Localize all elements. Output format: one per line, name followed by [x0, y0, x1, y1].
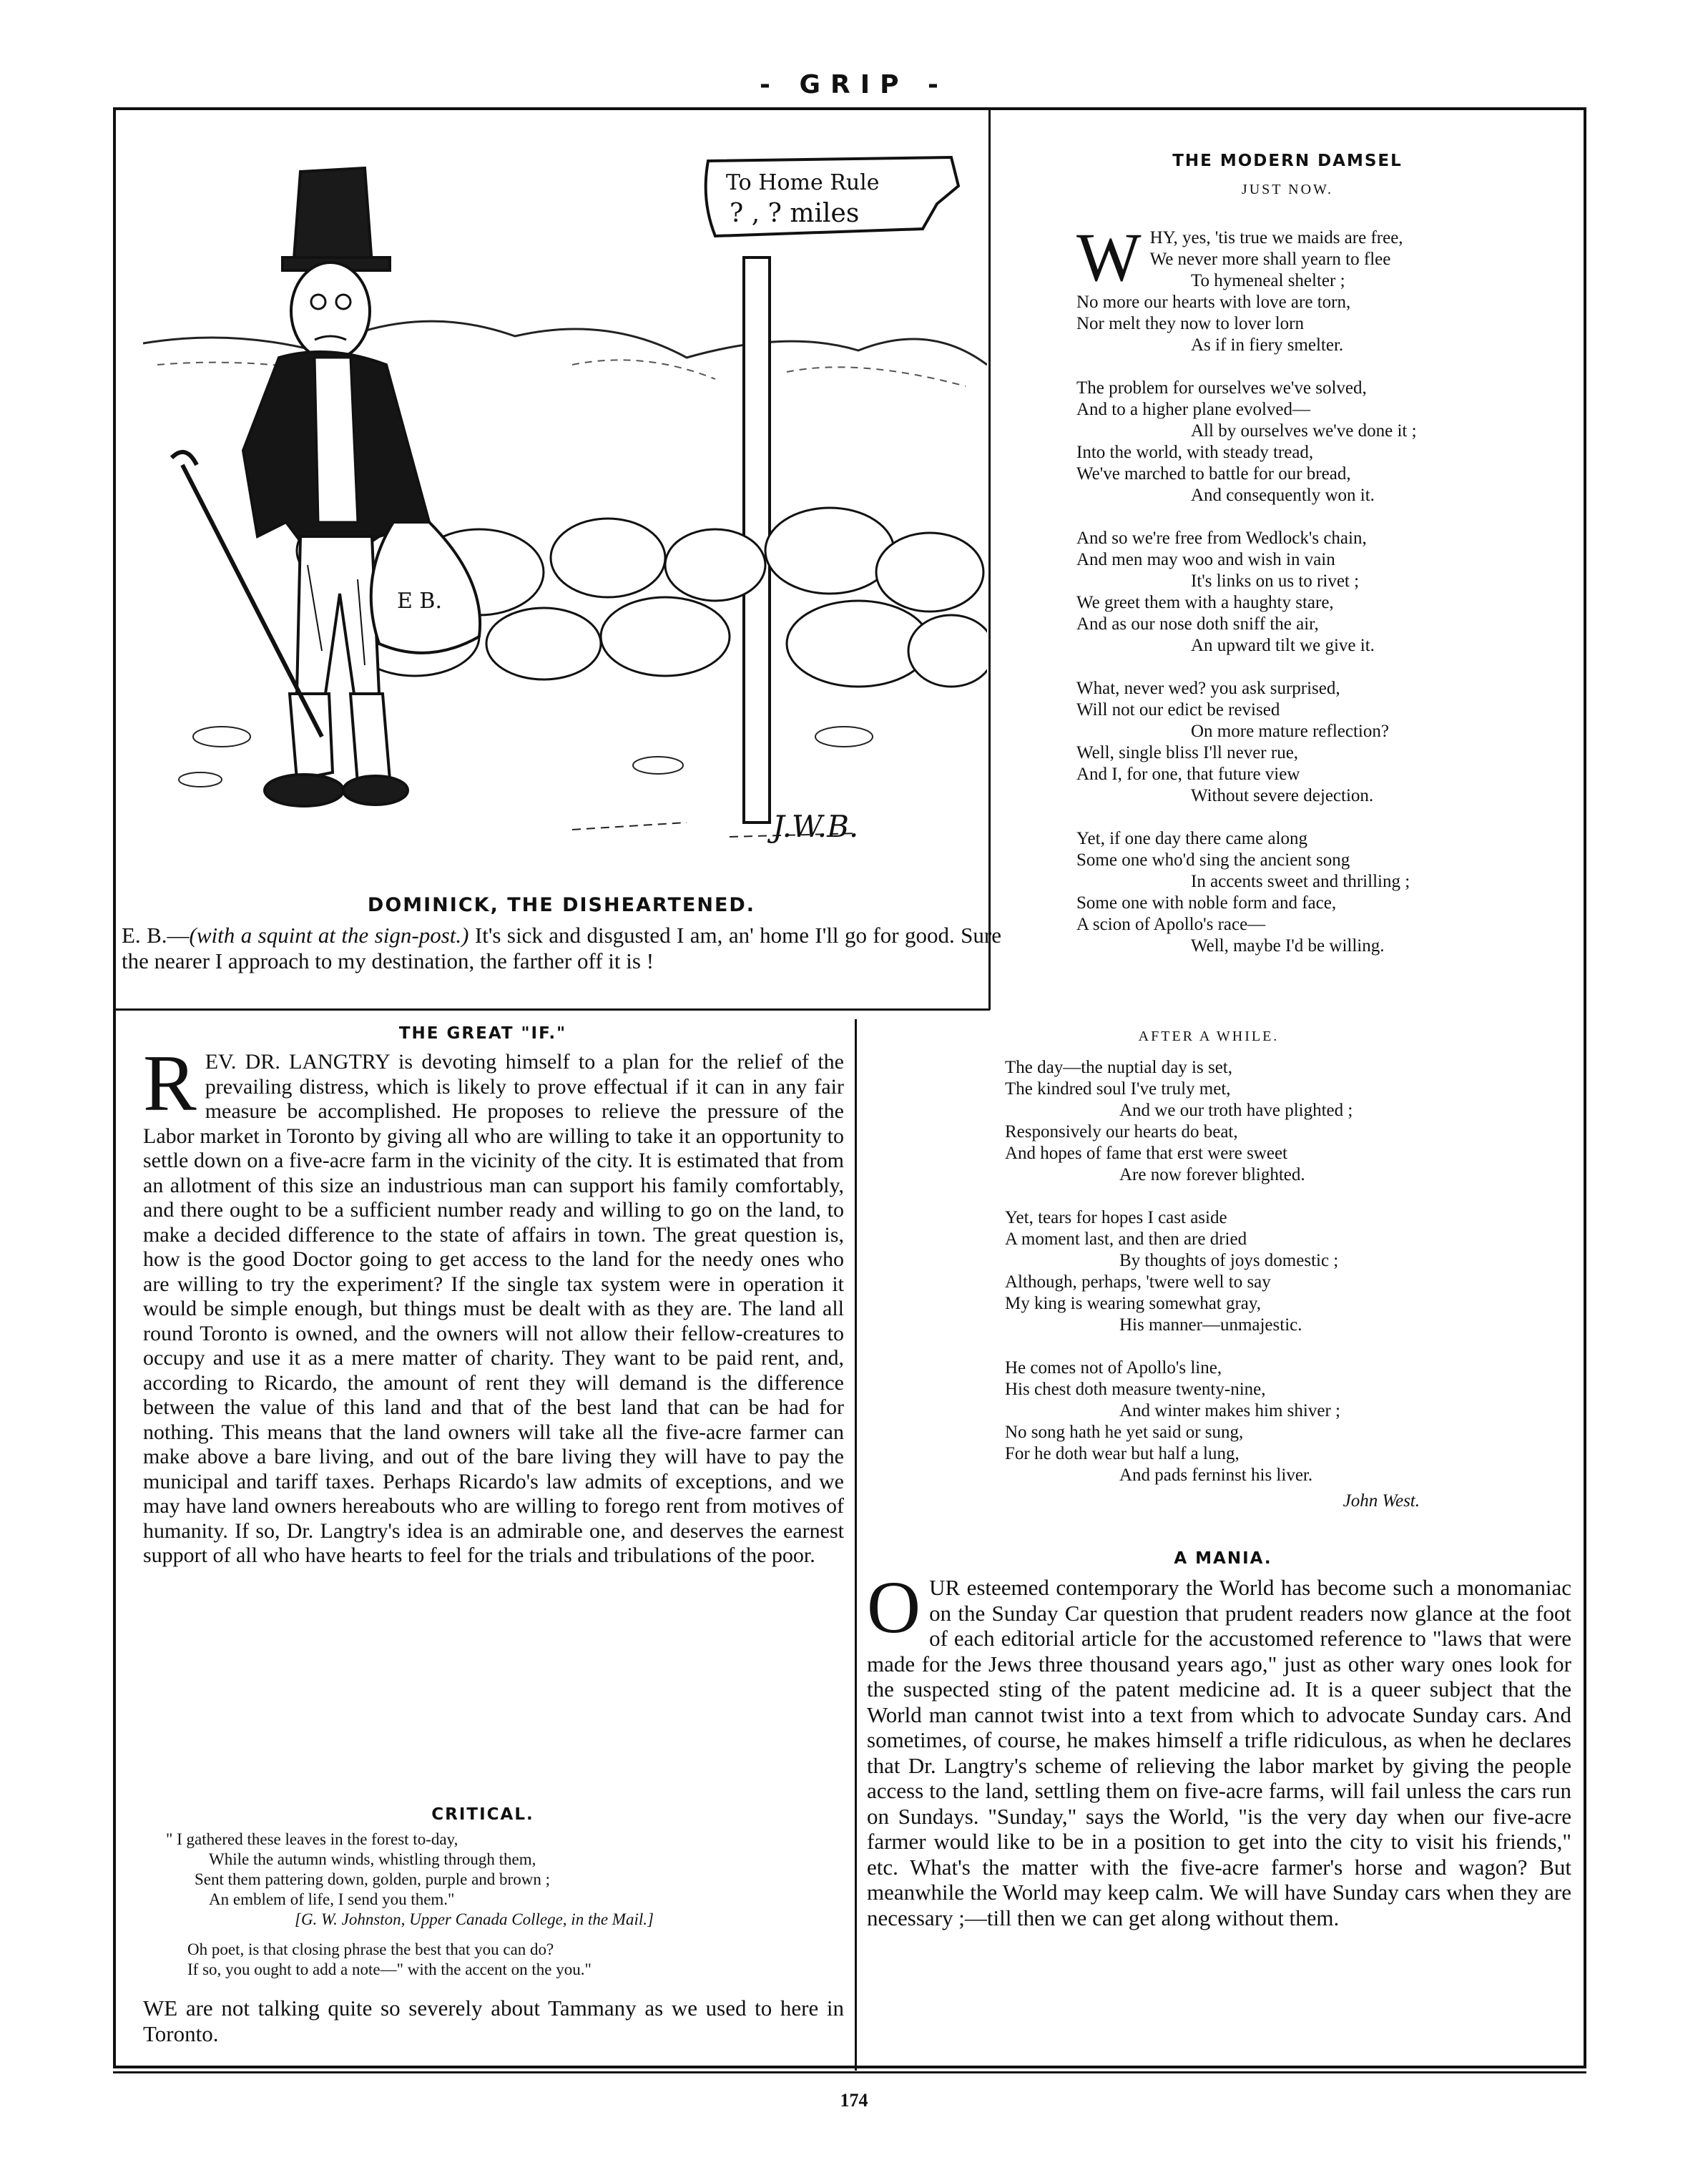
poem-line: An emblem of life, I send you them." — [209, 1890, 455, 1908]
signpost-text-1: To Home Rule — [726, 170, 880, 195]
poem-line: Although, perhaps, 'twere well to say — [1005, 1272, 1271, 1292]
cartoon-bottom-rule — [113, 1008, 990, 1011]
modern-damsel-subtitle: JUST NOW. — [1241, 182, 1334, 197]
tammany-paragraph: WE are not talking quite so severely about Tammany as we used to here in Toronto. — [143, 1995, 844, 2046]
poem-line: My king is wearing somewhat gray, — [1005, 1294, 1262, 1313]
poem-line: Are now forever blighted. — [1119, 1165, 1305, 1184]
poem-line: We never more shall yearn to flee — [1149, 250, 1391, 269]
poem-line: His manner—unmajestic. — [1119, 1315, 1302, 1335]
dropcap-r: R — [143, 1039, 197, 1128]
modern-damsel-title: THE MODERN DAMSEL — [1172, 152, 1403, 170]
column-divider-top — [988, 107, 991, 1010]
poem-stanza — [1005, 1358, 1549, 1486]
poem-line: We greet them with a haughty stare, — [1076, 593, 1334, 612]
poem-stanza — [1005, 1057, 1549, 1186]
mania-body: UR esteemed contemporary the World has become such a monomaniac on the Sunday Car question that prudent readers now glance at the foot of each editorial article for the accustomed reference to "laws that were made for the Jews three thousand years ago," just as other wary ones look for the suspected sting of the patent medicine ad. It is a queer subject that the World man cannot twist into a text from which to advocate Sunday cars. And sometimes, of course, he makes himself a trifle ridiculous, as when he declares that Dr. Langtry's scheme of relieving the labor market by giving the people access to the land, settling them on five-acre farms, will fail unless the cars run on Sundays. "Sunday," says the World, "is the very day when our five-acre farmer would like to be in a position to get into the city to visit his friends," etc. What's the matter with the five-acre farmer's horse and wagon? But meanwhile the World may keep calm. We will have Sunday cars when they are necessary ;—till then we can get along without them. — [867, 1575, 1571, 1930]
poem-line: And men may woo and wish in vain — [1076, 550, 1335, 569]
bag-label: E B. — [397, 589, 443, 614]
after-a-while-poem — [1005, 1057, 1549, 1512]
poem-line: " I gathered these leaves in the forest to-day, — [166, 1830, 458, 1848]
poem-line: And winter makes him shiver ; — [1119, 1401, 1340, 1420]
poem-line: And so we're free from Wedlock's chain, — [1076, 529, 1367, 548]
caption-direction: (with a squint at the sign-post.) — [189, 923, 469, 948]
poem-signature: John West. — [1343, 1491, 1420, 1511]
poem-line: It's links on us to rivet ; — [1191, 571, 1360, 591]
poem-line: By thoughts of joys domestic ; — [1119, 1251, 1339, 1270]
poem-line: He comes not of Apollo's line, — [1005, 1358, 1222, 1378]
poem-line: We've marched to battle for our bread, — [1076, 464, 1351, 483]
poem-line: To hymeneal shelter ; — [1191, 271, 1345, 290]
cartoon-caption — [122, 923, 1001, 974]
poem-line: While the autumn winds, whistling through them, — [209, 1850, 536, 1868]
poem-line: Some one who'd sing the ancient song — [1076, 850, 1350, 870]
poem-line: Responsively our hearts do beat, — [1005, 1122, 1238, 1142]
poem-line: And as our nose doth sniff the air, — [1076, 614, 1319, 634]
poem-stanza — [1076, 828, 1563, 957]
dropcap-o: O — [867, 1566, 921, 1649]
poem-line: His chest doth measure twenty-nine, — [1005, 1380, 1266, 1399]
poem-line: A moment last, and then are dried — [1005, 1229, 1247, 1249]
poem-line: Nor melt they now to lover lorn — [1076, 314, 1304, 333]
poem-line: And hopes of fame that erst were sweet — [1005, 1144, 1287, 1163]
poem-line: And we our troth have plighted ; — [1119, 1101, 1353, 1120]
poem-stanza — [1076, 378, 1563, 506]
artist-signature: J.W.B. — [772, 809, 859, 844]
critical-attribution: [G. W. Johnston, Upper Canada College, in the Mail.] — [295, 1910, 654, 1928]
poem-stanza — [1076, 219, 1563, 356]
critical-reply-2: If so, you ought to add a note—" with the accent on the you." — [187, 1960, 592, 1978]
masthead: - GRIP - — [760, 70, 948, 99]
critical-poem — [166, 1830, 853, 1980]
poem-line: The kindred soul I've truly met, — [1005, 1079, 1231, 1099]
poem-line: Yet, if one day there came along — [1076, 829, 1308, 848]
poem-line: Sent them pattering down, golden, purple and brown ; — [195, 1870, 550, 1888]
poem-line: On more mature reflection? — [1191, 722, 1389, 741]
poem-line: Into the world, with steady tread, — [1076, 443, 1314, 462]
poem-line: Well, maybe I'd be willing. — [1191, 936, 1385, 956]
poem-line: Will not our edict be revised — [1076, 700, 1280, 720]
poem-stanza — [1076, 528, 1563, 657]
poem-line: And pads ferninst his liver. — [1119, 1466, 1313, 1485]
caption-text: It's sick and disgusted I am, an' home I'll go for good. Sure the nearer I approach to my destination, the farther off it is ! — [122, 923, 1001, 973]
poem-line: Yet, tears for hopes I cast aside — [1005, 1208, 1227, 1227]
poem-stanza — [1076, 678, 1563, 807]
modern-damsel-section — [1001, 152, 1574, 198]
poem-line: All by ourselves we've done it ; — [1191, 421, 1417, 441]
poem-line: As if in fiery smelter. — [1191, 335, 1344, 355]
caption-speaker: E. B.— — [122, 923, 190, 948]
poem-line: And consequently won it. — [1191, 486, 1375, 505]
poem-stanza — [1005, 1207, 1549, 1336]
poem-line: For he doth wear but half a lung, — [1005, 1444, 1240, 1463]
frame-double-rule — [113, 2071, 1586, 2073]
poem-line: And I, for one, that future view — [1076, 765, 1300, 784]
poem-line: HY, yes, 'tis true we maids are free, — [1149, 228, 1403, 247]
poem-line: And to a higher plane evolved— — [1076, 400, 1310, 419]
poem-line: The day—the nuptial day is set, — [1005, 1058, 1232, 1077]
great-if-body: EV. DR. LANGTRY is devoting himself to a plan for the relief of the prevailing distress, which is likely to prove effectual if it can in any fair measure be accomplished. He proposes to relieve the pressure of the Labor market in Toronto by giving all who are willing to take it an opportunity to settle down on a five-acre farm in the vicinity of the city. It is estimated that from an allotment of this size an industrious man can support his family comfortably, and there ought to be a sufficient number ready and willing to go on the land, to make a decided difference to the state of affairs in town. The great question is, how is the good Doctor going to get access to the land for the needy ones who are willing to try the experiment? If the single tax system were in operation it would be simple enough, but things must be dealt with as they are. The land all round Toronto is owned, and the owners will not allow their fellow-creatures to occupy and use it as a mere matter of charity. They want to be paid rent, and, according to Ricardo, the amount of rent they will demand is the difference between the value of this land and that of the best land that can be had for nothing. This means that the land owners will take all the five-acre farmer can make above a bare living, and out of the bare living they will have to pay the municipal and tariff taxes. Perhaps Ricardo's law admits of exceptions, and we may have land owners hereabouts who are willing to forego rent from motives of humanity. If so, Dr. Langtry's idea is an admirable one, and deserves the earnest support of all who have hearts to feel for the trials and tribulations of the poor. — [143, 1050, 844, 1567]
cartoon-illustration — [143, 150, 987, 880]
poem-line: A scion of Apollo's race— — [1076, 915, 1266, 934]
page-number: 174 — [840, 2090, 868, 2111]
after-a-while-title: AFTER A WHILE. — [1138, 1029, 1280, 1044]
poem-line: Without severe dejection. — [1191, 786, 1374, 805]
poem-line: What, never wed? you ask surprised, — [1076, 679, 1340, 698]
poem-line: No more our hearts with love are torn, — [1076, 293, 1351, 312]
modern-damsel-poem — [1076, 219, 1563, 978]
poem-line: Well, single bliss I'll never rue, — [1076, 743, 1299, 762]
dropcap-w: W — [1076, 219, 1142, 295]
column-divider-bottom — [855, 1019, 857, 2071]
mania-article — [867, 1566, 1571, 1930]
poem-line: In accents sweet and thrilling ; — [1191, 872, 1410, 891]
poem-line: An upward tilt we give it. — [1191, 636, 1375, 655]
mania-title: A MANIA. — [1174, 1549, 1272, 1568]
great-if-title: THE GREAT "IF." — [398, 1024, 567, 1043]
poem-line: Some one with noble form and face, — [1076, 893, 1337, 913]
poem-line: The problem for ourselves we've solved, — [1076, 378, 1367, 398]
cartoon-title: DOMINICK, THE DISHEARTENED. — [367, 894, 756, 916]
critical-title: CRITICAL. — [431, 1805, 534, 1824]
signpost-text-2: ? , ? miles — [730, 199, 860, 228]
great-if-article — [143, 1039, 844, 1568]
poem-line: No song hath he yet said or sung, — [1005, 1423, 1244, 1442]
critical-reply-1: Oh poet, is that closing phrase the best that you can do? — [187, 1940, 554, 1958]
